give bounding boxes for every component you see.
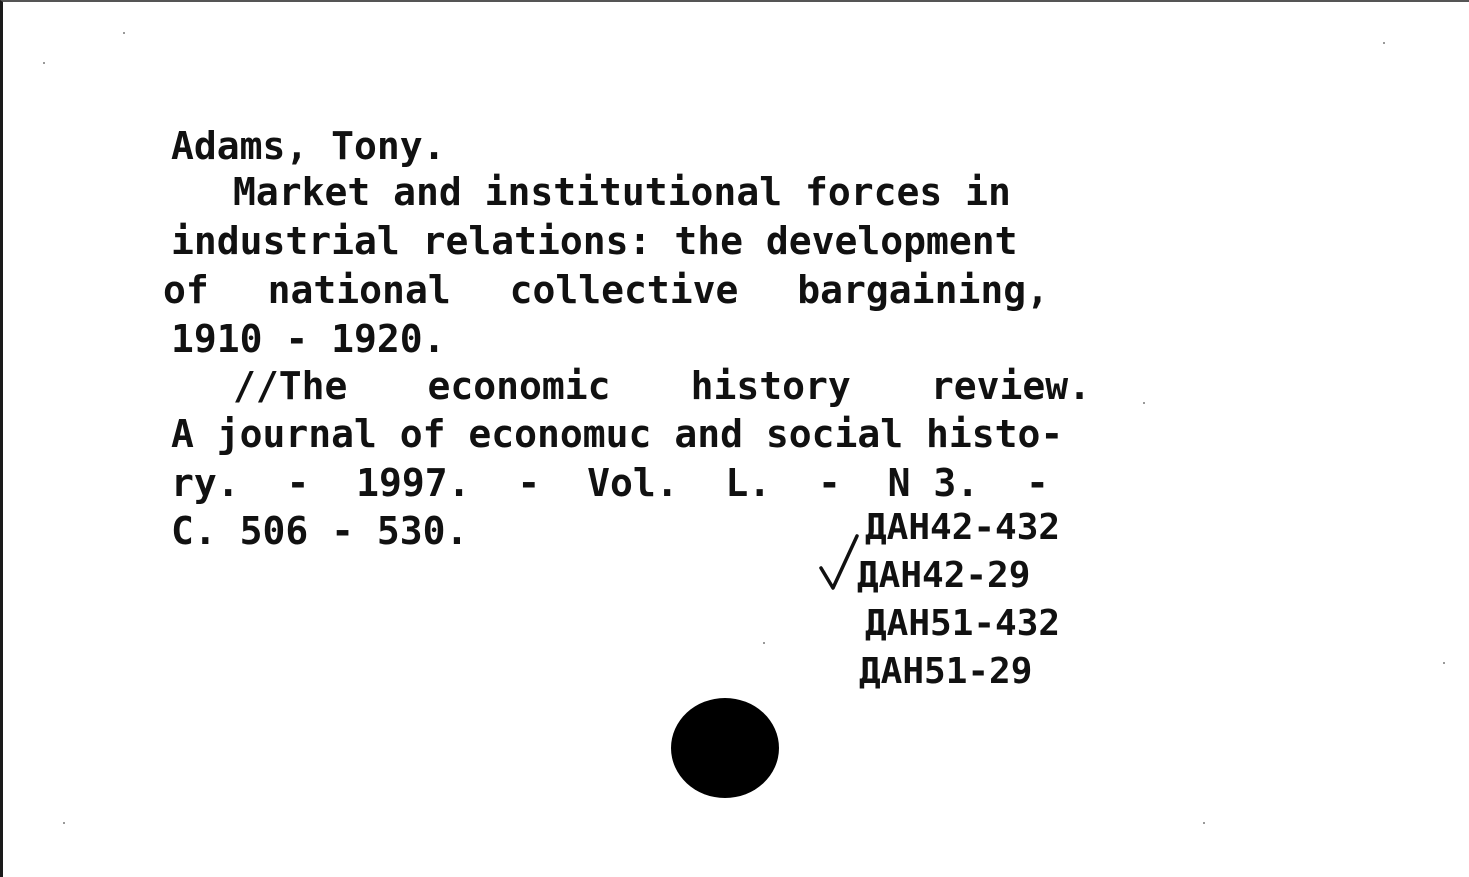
source-word: - [286,461,310,505]
source-word: review. [930,364,1091,408]
source-word: N 3. [887,461,980,505]
paper-speck [763,642,765,644]
source-word: Vol. [587,461,679,505]
source-word: - [817,461,841,505]
source-word: ry. [171,461,240,505]
paper-speck [123,32,125,34]
source-word: - [517,461,541,505]
paper-speck [1143,402,1145,404]
source-word: L. [725,461,772,505]
paper-speck [1443,662,1445,664]
paper-speck [1383,42,1385,44]
source-word: //The [233,364,348,408]
title-word: collective [509,268,739,312]
shelf-mark-4: ДАН51-29 [859,651,1033,692]
punch-hole-icon [671,698,779,798]
shelf-mark-1: ДАН42-432 [865,507,1061,548]
paper-speck [63,822,65,824]
title-line-2: industrial relations: the development [171,219,1018,263]
title-line-4: 1910 - 1920. [171,317,446,361]
source-word: economic [427,364,611,408]
shelf-mark-2: ДАН42-29 [857,555,1031,596]
source-line-4: C. 506 - 530. [171,509,469,553]
title-line-3 [163,266,1049,314]
source-word: - [1026,461,1049,505]
source-word: 1997. [356,461,471,505]
title-word: national [267,268,451,312]
title-word: of [163,268,209,312]
checkmark-icon [817,532,861,592]
shelf-mark-3: ДАН51-432 [865,603,1061,644]
title-line-1: Market and institutional forces in [233,170,1011,214]
source-word: history [690,364,851,408]
author-heading: Adams, Tony. [171,124,446,168]
title-word: bargaining, [797,268,1049,312]
paper-speck [43,62,45,64]
paper-speck [1203,822,1205,824]
source-line-3 [171,459,1049,507]
source-line-2: A journal of economuc and social histo- [171,412,1064,456]
source-line-1 [233,362,1091,410]
